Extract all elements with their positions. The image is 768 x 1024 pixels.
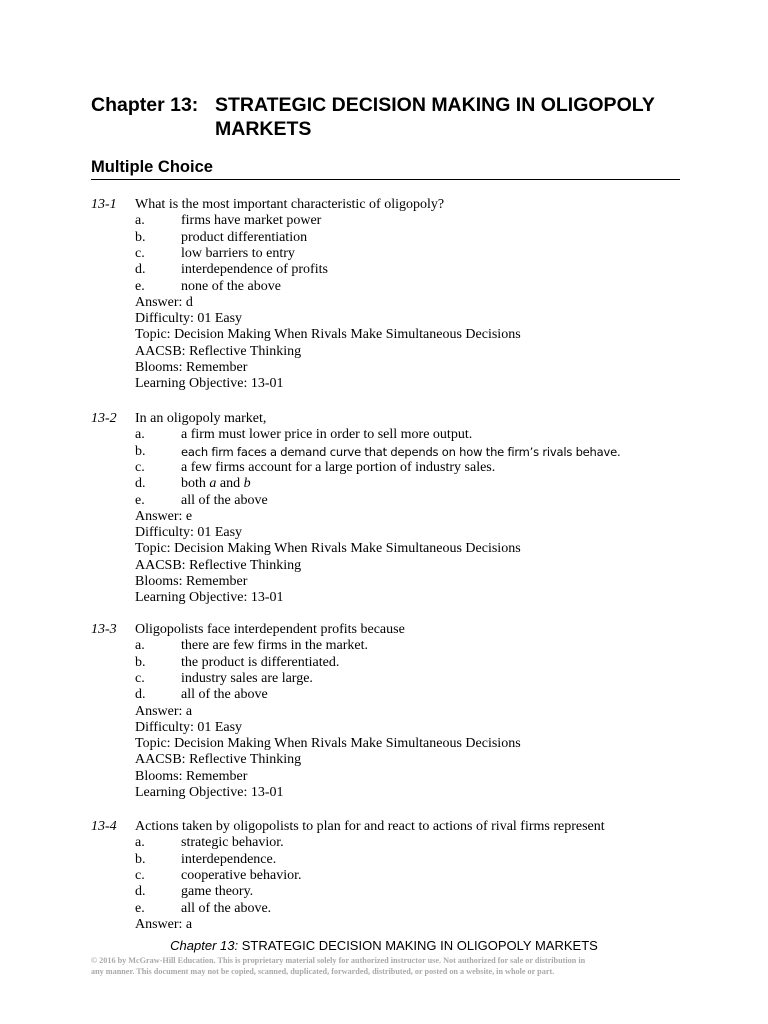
option-letter: b. [135, 229, 146, 245]
option-text: a firm must lower price in order to sell more output. [181, 427, 473, 443]
option-text: all of the above [181, 687, 268, 703]
option-letter: d. [135, 476, 146, 492]
option-letter: d. [135, 884, 146, 900]
question-metadata: Answer: e [135, 508, 193, 524]
copyright-notice [91, 955, 681, 977]
copyright-line-1: © 2016 by McGraw-Hill Education. This is proprietary material solely for authorized instructor use. Not authorized for sale or distribution in [91, 956, 586, 965]
chapter-title-text [215, 93, 691, 141]
footer-chapter-label: Chapter 13: [170, 938, 239, 953]
option-letter: a. [135, 427, 145, 443]
option-letter: c. [135, 867, 145, 883]
chapter-label: Chapter 13: [91, 94, 199, 116]
option-letter: b. [135, 443, 146, 459]
question-metadata: Answer: a [135, 916, 193, 932]
question-number: 13-2 [91, 411, 117, 426]
option-text: none of the above [181, 278, 281, 294]
option-letter: d. [135, 262, 146, 278]
option-text: all of the above [181, 492, 268, 508]
question-metadata: Difficulty: 01 Easy [135, 525, 243, 541]
question-stem: Oligopolists face interdependent profits because [135, 622, 405, 637]
option-text: interdependence. [181, 851, 277, 867]
question-stem: In an oligopoly market, [135, 411, 267, 426]
option-letter: a. [135, 835, 145, 851]
option-text: product differentiation [181, 229, 308, 245]
option-text: firms have market power [181, 213, 322, 229]
question-number: 13-3 [91, 622, 117, 637]
option-letter: e. [135, 492, 145, 508]
question-metadata: AACSB: Reflective Thinking [135, 343, 302, 359]
question-metadata: Topic: Decision Making When Rivals Make Simultaneous Decisions [135, 541, 521, 557]
option-letter: e. [135, 278, 145, 294]
option-letter: e. [135, 900, 145, 916]
option-text: industry sales are large. [181, 670, 313, 686]
question-stem: Actions taken by oligopolists to plan for and react to actions of rival firms represent [135, 819, 605, 834]
question-metadata: Learning Objective: 13-01 [135, 590, 284, 606]
section-heading: Multiple Choice [91, 158, 213, 176]
option-letter: a. [135, 638, 145, 654]
option-text: all of the above. [181, 900, 272, 916]
question-metadata: AACSB: Reflective Thinking [135, 752, 302, 768]
question-metadata: Answer: d [135, 294, 193, 310]
option-text-part: both [181, 476, 210, 492]
footer-chapter-title: STRATEGIC DECISION MAKING IN OLIGOPOLY MARKETS [238, 938, 598, 953]
option-letter: c. [135, 670, 145, 686]
question-metadata: Difficulty: 01 Easy [135, 311, 243, 327]
question-metadata: Learning Objective: 13-01 [135, 785, 284, 800]
chapter-title-line-1: STRATEGIC DECISION MAKING IN OLIGOPOLY [215, 94, 655, 116]
option-text: strategic behavior. [181, 835, 284, 851]
option-text: interdependence of profits [181, 262, 328, 278]
question-metadata: Learning Objective: 13-01 [135, 376, 284, 392]
option-letter: b. [135, 654, 146, 670]
option-text: the product is differentiated. [181, 654, 340, 670]
question-metadata: Topic: Decision Making When Rivals Make Simultaneous Decisions [135, 327, 521, 343]
option-text-part: b [243, 476, 251, 492]
question-metadata: Blooms: Remember [135, 360, 248, 375]
option-text: low barriers to entry [181, 245, 295, 261]
option-letter: d. [135, 687, 146, 703]
question-metadata: AACSB: Reflective Thinking [135, 557, 302, 573]
option-text: game theory. [181, 884, 254, 900]
option-letter: a. [135, 213, 145, 229]
running-footer-title [0, 938, 768, 954]
section-divider [91, 179, 680, 180]
option-letter: c. [135, 459, 145, 475]
chapter-title-line-2: MARKETS [215, 118, 312, 140]
question-metadata: Topic: Decision Making When Rivals Make Simultaneous Decisions [135, 736, 521, 752]
question-stem: What is the most important characteristic of oligopoly? [135, 197, 445, 212]
question-number: 13-1 [91, 197, 117, 212]
question-number: 13-4 [91, 819, 117, 834]
option-text: each firm faces a demand curve that depends on how the firm’s rivals behave. [181, 444, 621, 459]
option-text-part: a [209, 476, 217, 492]
copyright-line-2: any manner. This document may not be copied, scanned, duplicated, forwarded, distributed, or posted on a website, in whole or part. [91, 967, 555, 976]
option-text [181, 476, 251, 492]
question-metadata: Blooms: Remember [135, 768, 248, 784]
question-metadata: Blooms: Remember [135, 574, 248, 589]
option-text: cooperative behavior. [181, 867, 302, 883]
question-metadata: Difficulty: 01 Easy [135, 719, 243, 735]
option-text: there are few firms in the market. [181, 638, 368, 654]
option-letter: b. [135, 851, 146, 867]
option-text-part: and [216, 476, 244, 492]
option-letter: c. [135, 245, 145, 261]
option-text: a few firms account for a large portion of industry sales. [181, 459, 496, 475]
question-metadata: Answer: a [135, 703, 193, 719]
